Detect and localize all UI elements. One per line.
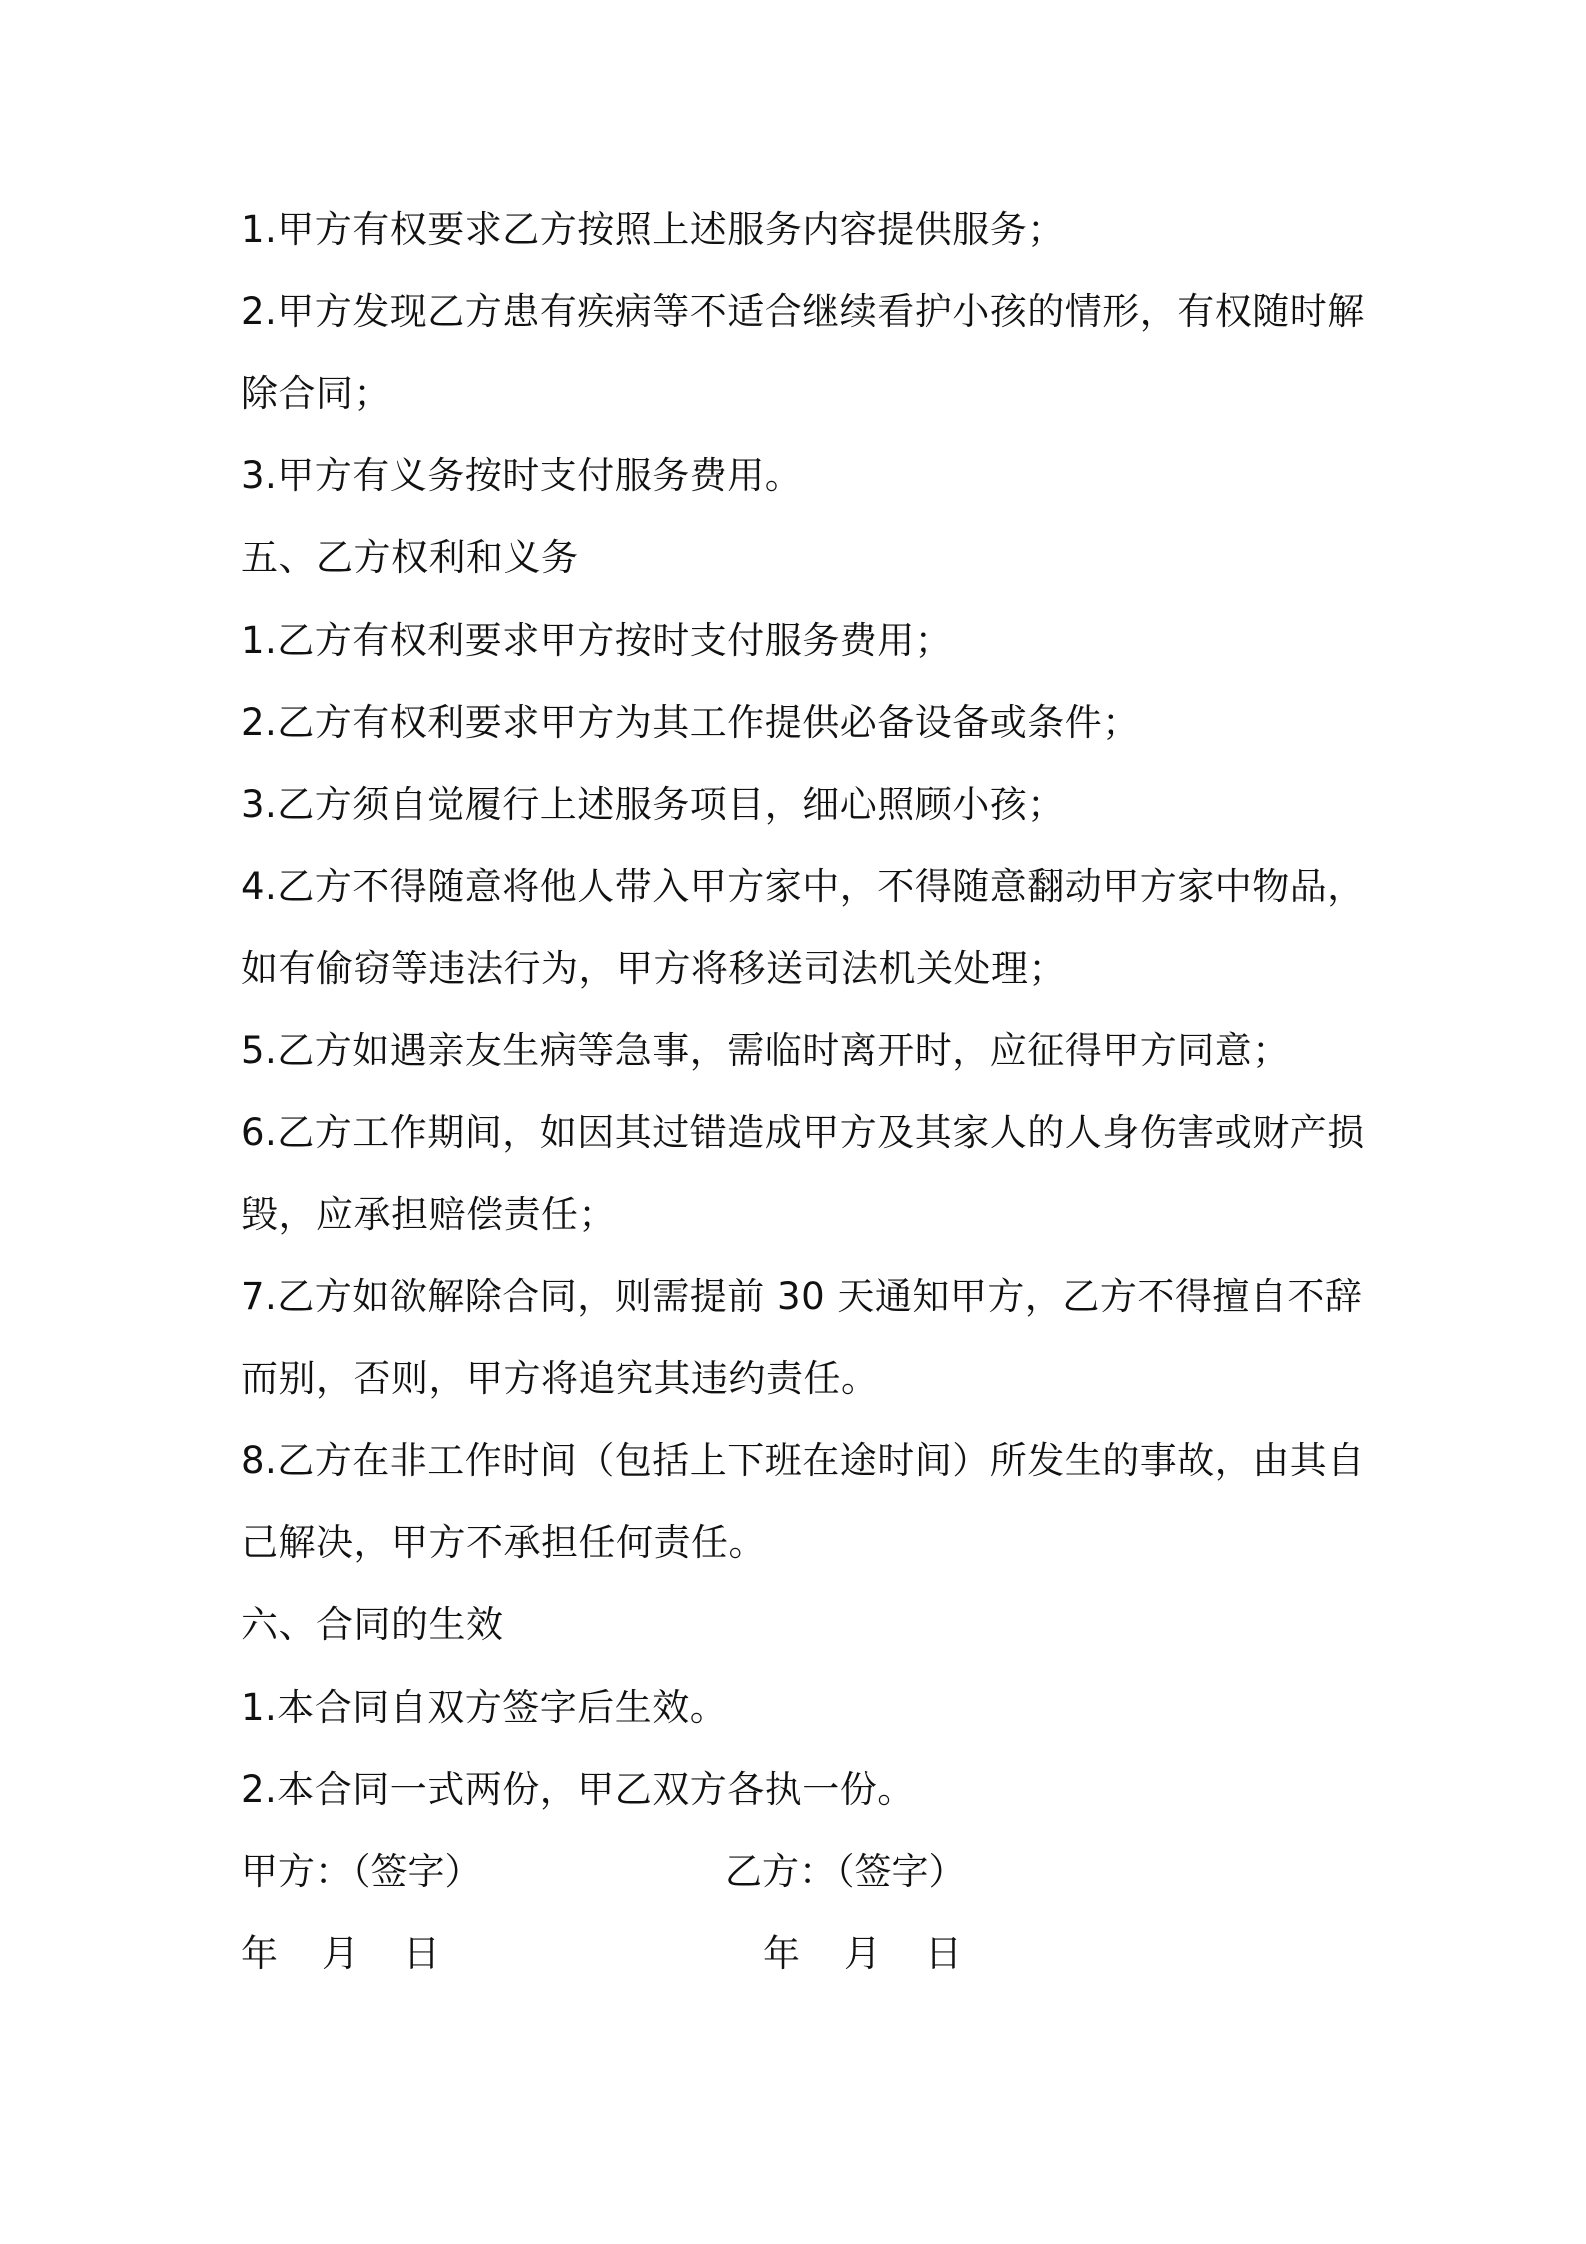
clause-a-3: 3.甲方有义务按时支付服务费用。 xyxy=(241,454,803,497)
clause-b-5: 5.乙方如遇亲友生病等急事，需临时离开时，应征得甲方同意； xyxy=(241,1029,1290,1072)
clause-a-2-line-2: 除合同； xyxy=(241,372,391,415)
date-day-label: 日 xyxy=(403,1932,440,1975)
section-heading-6: 六、合同的生效 xyxy=(241,1603,504,1646)
date-day-label: 日 xyxy=(925,1932,962,1975)
clause-b-4-line-2: 如有偷窃等违法行为，甲方将移送司法机关处理； xyxy=(241,947,1066,990)
section-heading-5: 五、乙方权利和义务 xyxy=(241,536,579,579)
clause-b-7-line-1: 7.乙方如欲解除合同，则需提前 30 天通知甲方，乙方不得擅自不辞 xyxy=(241,1275,1363,1318)
party-a-signature-label: 甲方：（签字） xyxy=(241,1850,482,1893)
clause-b-7-line-2: 而别，否则，甲方将追究其违约责任。 xyxy=(241,1357,879,1400)
clause-b-6-line-1: 6.乙方工作期间，如因其过错造成甲方及其家人的人身伤害或财产损 xyxy=(241,1111,1365,1154)
clause-b-8-line-1: 8.乙方在非工作时间（包括上下班在途时间）所发生的事故，由其自 xyxy=(241,1439,1365,1482)
date-year-label: 年 xyxy=(241,1932,278,1975)
clause-a-1: 1.甲方有权要求乙方按照上述服务内容提供服务； xyxy=(241,208,1065,251)
clause-b-3: 3.乙方须自觉履行上述服务项目，细心照顾小孩； xyxy=(241,783,1065,826)
clause-b-1: 1.乙方有权利要求甲方按时支付服务费用； xyxy=(241,619,953,662)
clause-a-2-line-1: 2.甲方发现乙方患有疾病等不适合继续看护小孩的情形，有权随时解 xyxy=(241,290,1365,333)
clause-b-4-line-1: 4.乙方不得随意将他人带入甲方家中，不得随意翻动甲方家中物品， xyxy=(241,865,1365,908)
clause-b-6-line-2: 毁，应承担赔偿责任； xyxy=(241,1193,616,1236)
party-a-date xyxy=(241,1930,440,1978)
clause-b-8-line-2: 己解决，甲方不承担任何责任。 xyxy=(241,1521,766,1564)
clause-c-2: 2.本合同一式两份，甲乙双方各执一份。 xyxy=(241,1768,915,1811)
clause-c-1: 1.本合同自双方签字后生效。 xyxy=(241,1686,728,1729)
party-b-date xyxy=(763,1930,962,1978)
date-month-label: 月 xyxy=(322,1932,359,1975)
clause-b-2: 2.乙方有权利要求甲方为其工作提供必备设备或条件； xyxy=(241,701,1140,744)
party-b-signature-label: 乙方：（签字） xyxy=(725,1850,966,1893)
date-month-label: 月 xyxy=(844,1932,881,1975)
date-year-label: 年 xyxy=(763,1932,800,1975)
